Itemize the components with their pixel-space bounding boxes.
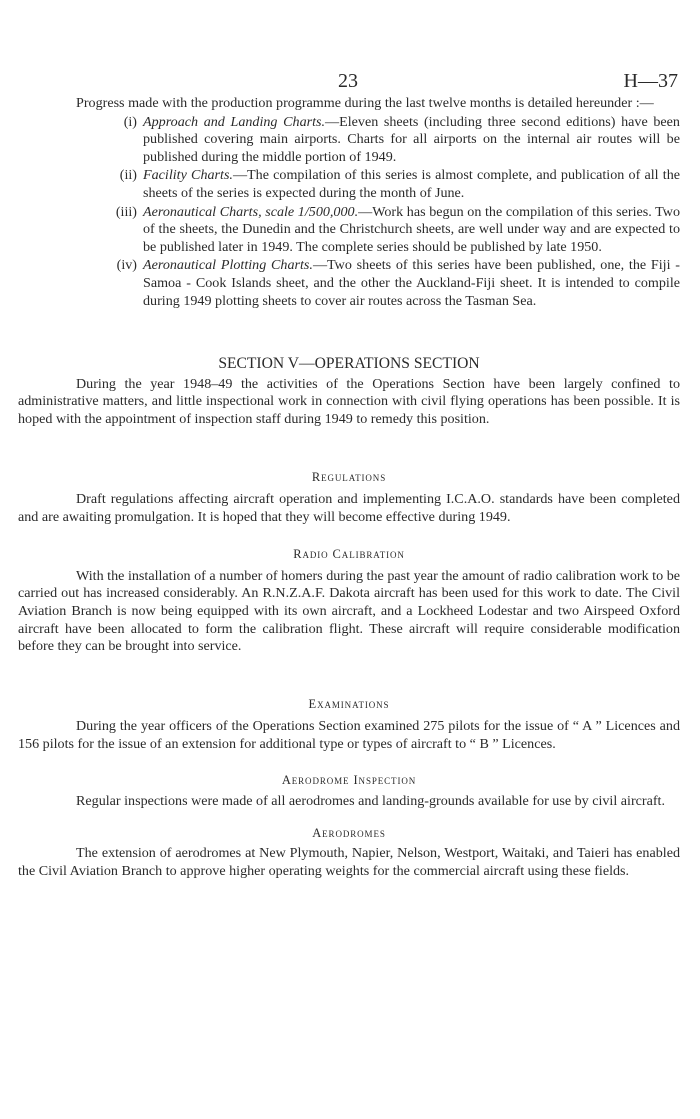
intro-paragraph: Progress made with the production programme during the last twelve months is detailed hereunder :— xyxy=(76,95,654,111)
list-item-number: (iv) xyxy=(116,257,137,274)
aerodromes-heading: Aerodromes xyxy=(312,825,386,840)
list-item-title: Facility Charts. xyxy=(143,167,233,184)
page-body xyxy=(18,95,680,881)
aerodrome-inspection-paragraph: Regular inspections were made of all aerodromes and landing-grounds available for use by civil aircraft. xyxy=(76,793,665,810)
regulations-heading: Regulations xyxy=(311,469,387,484)
list-item-number: (ii) xyxy=(119,167,137,184)
aerodromes-paragraph: The extension of aerodromes at New Plymouth, Napier, Nelson, Westport, Waitaki, and Taieri has enabled the Civil Aviation Branch to approve higher operating weights for the commercial aircraft using these fields. xyxy=(18,845,680,879)
list-item-text: —The compilation of this series is almost complete, and publication of all the sheets of the series is expected during the month of June. xyxy=(143,167,680,201)
chart-programme-list xyxy=(18,114,680,311)
list-item-title: Aeronautical Plotting Charts. xyxy=(143,257,313,274)
page-header xyxy=(0,70,700,94)
list-item-text: —Work has begun on the compilation of this series. Two of the sheets, the Dunedin and the Christchurch sheets, are well under way and are expected to be published later in 1949. The complete series should be published by late 1950. xyxy=(143,203,680,255)
examinations-paragraph: During the year officers of the Operations Section examined 275 pilots for the issue of “ A ” Licences and 156 pilots for the issue of an extension for additional type or types of aircraft to “ B ” Licences. xyxy=(18,718,680,753)
list-item-text: —Two sheets of this series have been published, one, the Fiji - Samoa - Cook Islands sheet, and the other the Auckland-Fiji sheet. It is intended to compile during 1949 plotting sheets to cover air routes across the Tasman Sea. xyxy=(143,257,680,309)
page-number: 23 xyxy=(338,70,358,92)
section-heading: SECTION V—OPERATIONS SECTION xyxy=(218,355,480,373)
list-item-number: (i) xyxy=(123,113,137,130)
list-item xyxy=(18,114,680,167)
aerodrome-inspection-heading: Aerodrome Inspection xyxy=(281,772,417,787)
radio-calibration-paragraph: With the installation of a number of homers during the past year the amount of radio calibration work to be carried out has increased considerably. An R.N.Z.A.F. Dakota aircraft has been used for this work to date. The Civil Aviation Branch is now being equipped with its own aircraft, and a Lockheed Lodestar and two Airspeed Oxford aircraft have been allocated to form the calibration flight. These aircraft will require considerable modification before they can be brought into service. xyxy=(18,567,680,655)
radio-calibration-heading: Radio Calibration xyxy=(293,547,405,562)
list-item xyxy=(18,204,680,257)
list-item-title: Approach and Landing Charts. xyxy=(143,113,326,130)
examinations-heading: Examinations xyxy=(308,696,390,711)
list-item xyxy=(18,257,680,310)
list-item xyxy=(18,167,680,202)
document-reference: H—37 xyxy=(623,70,678,92)
list-item-text: —Eleven sheets (including three second editions) have been published covering main airports. Charts for all airports on the internal air routes will be published during the middle portion of 1949. xyxy=(143,113,680,165)
list-item-title: Aeronautical Charts, scale 1/500,000. xyxy=(143,203,359,220)
list-item-number: (iii) xyxy=(115,203,137,220)
section-intro-paragraph: During the year 1948–49 the activities of the Operations Section have been largely confined to administrative matters, and little inspectional work in connection with civil flying operations has been possible. It is hoped with the appointment of inspection staff during 1949 to remedy this position. xyxy=(18,375,680,427)
regulations-paragraph: Draft regulations affecting aircraft operation and implementing I.C.A.O. standards have been completed and are awaiting promulgation. It is hoped that they will become effective during 1949. xyxy=(18,491,680,525)
